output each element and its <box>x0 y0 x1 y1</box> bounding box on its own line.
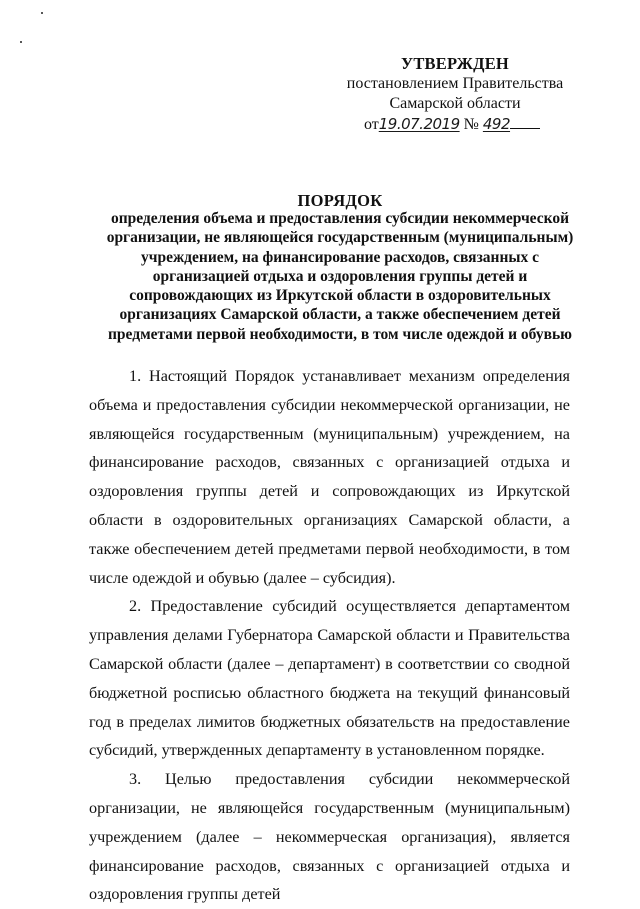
document-subtitle: определения объема и предоставления субсидии некоммерческой организации, не являющейся государственным (муниципальным) учреждением, на финансирование расходов, связанных с организацией отдыха и оздоровления группы детей и сопровождающих из Иркутской области в оздоровительных организациях Самарской области, а также обеспечением детей предметами первой необходимости, в том числе одеждой и обувью <box>106 210 574 343</box>
paragraph-2: 2. Предоставление субсидий осуществляется департаментом управления делами Губернатора Самарской области и Правительства Самарской области (далее – департамент) в соответствии со сводной бюджетной росписью областного бюджета на текущий финансовый год в пределах лимитов бюджетных обязательств на предоставление субсидий, утвержденных департаменту в установленном порядке. <box>89 597 570 760</box>
approval-stamp <box>330 54 580 135</box>
number-underline <box>510 128 540 129</box>
approval-line-2: Самарской области <box>389 95 521 112</box>
date-prefix: от <box>363 116 379 133</box>
approval-title: УТВЕРЖДЕН <box>401 54 509 73</box>
paragraph-1: 1. Настоящий Порядок устанавливает механизм определения объема и предоставления субсидии некоммерческой организации, не являющейся государственным (муниципальным) учреждением, на финансирование расходов, связанных с организацией отдыха и оздоровления группы детей и сопровождающих из Иркутской области в оздоровительных организациях Самарской области, а также обеспечением детей предметами первой необходимости, в том числе одеждой и обувью (далее – субсидия). <box>89 367 570 587</box>
paragraph-3: 3. Целью предоставления субсидии некоммерческой организации, не являющейся государственным (муниципальным) учреждением (далее – некоммерческая организация), является финансирование расходов, связанных с организацией отдыха и оздоровления группы детей <box>89 770 570 904</box>
approval-date-line <box>364 114 546 135</box>
scan-speck-left <box>20 41 22 43</box>
number-prefix: № <box>463 116 479 133</box>
document-title: ПОРЯДОК <box>297 191 383 210</box>
scan-speck-top <box>41 12 43 14</box>
handwritten-number: 492 <box>482 115 511 133</box>
handwritten-date: 19.07.2019 <box>378 115 460 133</box>
document-body <box>89 362 570 909</box>
approval-line-1: постановлением Правительства <box>346 75 564 92</box>
